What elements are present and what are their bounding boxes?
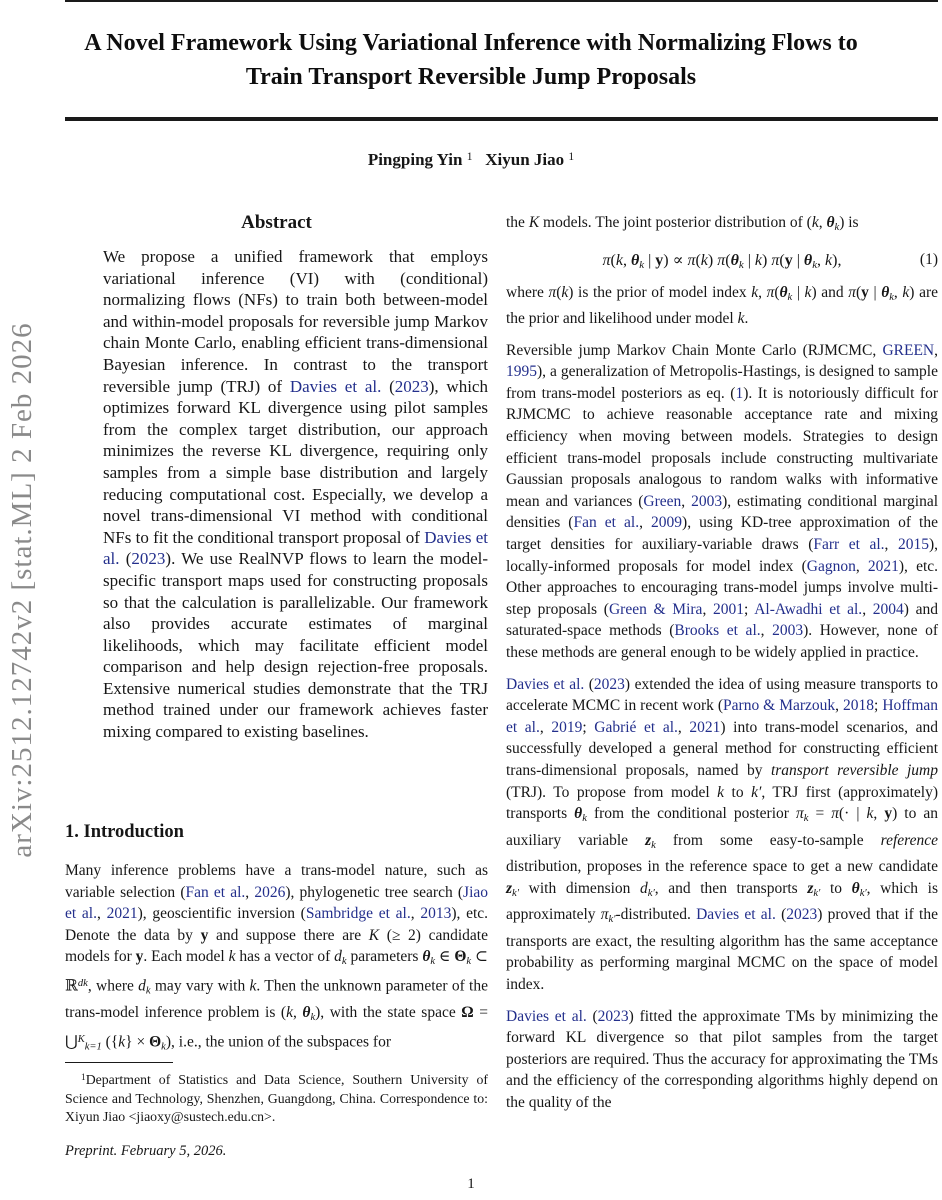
- paper-title: [36, 26, 906, 94]
- citation-link[interactable]: Brooks et al.: [674, 622, 761, 640]
- equation-body: π(k, θk | y) ∝ π(k) π(θk | k) π(y | θk, k),: [602, 251, 842, 271]
- section-heading-introduction: 1. Introduction: [65, 822, 184, 842]
- citation-link[interactable]: 2015: [897, 536, 929, 554]
- citation-link[interactable]: 2021: [689, 718, 721, 736]
- footnote-rule: [65, 1062, 173, 1063]
- equation-1: [506, 250, 938, 271]
- citation-link[interactable]: Davies et al.: [506, 1007, 587, 1025]
- abstract-text: We propose a unified framework that employs variational inference (VI) with (conditional) normalizing flows (NFs) to train both between-model and within-model proposals for reversible jump Markov chain Monte Carlo, enabling efficient trans-dimensional Bayesian inference. In contrast to the transport reversible jump (TRJ) of Davies et al. (2023), which optimizes forward KL divergence using pilot samples from the complex target distribution, our approach minimizes the reverse KL divergence, requiring only samples from a simple base distribution and largely reducing computational cost. Especially, we develop a novel trans-dimensional VI method with conditional NFs to fit the conditional transport proposal of Davies et al. (2023). We use RealNVP flows to learn the model-specific transport maps used for constructing proposals so that the calculation is parallelizable. Our framework also provides accurate estimates of marginal likelihoods, which may facilitate efficient model comparison and help design rejection-free proposals. Extensive numerical studies demonstrate that the TRJ method trained under our framework achieves faster mixing compared to existing baselines.: [103, 247, 488, 742]
- equation-number: (1): [919, 250, 938, 268]
- citation-link[interactable]: Davies et al.: [103, 527, 488, 569]
- citation-link[interactable]: 2003: [772, 622, 804, 640]
- preprint-note: Preprint. February 5, 2026.: [65, 1143, 227, 1159]
- page-number: 1: [467, 1176, 475, 1192]
- citation-link[interactable]: 1: [735, 384, 744, 402]
- citation-link[interactable]: Jiao et al.: [65, 883, 488, 923]
- citation-link[interactable]: 2023: [786, 906, 818, 924]
- right-column: [506, 212, 938, 1124]
- citation-link[interactable]: GREEN: [882, 341, 935, 359]
- body-paragraph: the K models. The joint posterior distribution of (k, θk) is: [506, 214, 859, 233]
- citation-link[interactable]: 2004: [872, 600, 904, 618]
- citation-link[interactable]: Gabrié et al.: [594, 718, 678, 736]
- footnote: [65, 1062, 488, 1126]
- body-paragraph: where π(k) is the prior of model index k, π(θk | k) and π(y | θk, k) are the prior and likelihood under model k.: [506, 283, 938, 328]
- body-paragraph: Reversible jump Markov Chain Monte Carlo (RJMCMC, GREEN, 1995), a generalization of Metropolis-Hastings, is designed to sample from trans-model posteriors as eq. (1). It is notoriously difficult for RJMCMC to achieve reasonable acceptance rate and mixing efficiency when moving between models. Strategies to design efficient trans-model proposals include constructing multivariate Gaussian proposals analogous to random walks with informative mean and variances (Green, 2003), estimating conditional marginal densities (Fan et al., 2009), using KD-tree approximation of the target densities for auxiliary-variable draws (Farr et al., 2015), locally-informed proposals for model index (Gagnon, 2021), etc. Other approaches to encouraging trans-model jumps involve multi-step proposals (Green & Mira, 2001; Al-Awadhi et al., 2004) and saturated-space methods (Brooks et al., 2003). However, none of these methods are general enough to be widely applied in practice.: [506, 341, 939, 661]
- citation-link[interactable]: Davies et al.: [506, 675, 585, 693]
- paper-title-line1: A Novel Framework Using Variational Inference with Normalizing Flows to: [84, 30, 858, 56]
- citation-link[interactable]: Farr et al.: [813, 536, 885, 554]
- citation-link[interactable]: Davies et al.: [696, 906, 776, 924]
- citation-link[interactable]: 2023: [593, 675, 625, 693]
- citation-link[interactable]: 2003: [691, 492, 723, 510]
- authors-line: Pingping Yin $^1$ Xiyun Jiao $^1$: [367, 150, 575, 170]
- citation-link[interactable]: Gagnon: [806, 557, 856, 575]
- citation-link[interactable]: Fan et al.: [573, 514, 640, 532]
- paper-title-line2: Train Transport Reversible Jump Proposals: [245, 64, 697, 90]
- arxiv-watermark: arXiv:2512.12742v2 [stat.ML] 2 Feb 2026: [6, 322, 38, 858]
- citation-link[interactable]: Fan et al.: [185, 883, 246, 901]
- left-column: [65, 212, 489, 1053]
- citation-link[interactable]: Green: [643, 492, 682, 510]
- citation-link[interactable]: Parno & Marzouk: [723, 697, 836, 715]
- citation-link[interactable]: 2023: [131, 549, 166, 569]
- citation-link[interactable]: 1995: [506, 363, 537, 381]
- citation-link[interactable]: 2009: [651, 514, 683, 532]
- citation-link[interactable]: Hoffman et al.: [506, 697, 939, 736]
- citation-link[interactable]: Sambridge et al.: [305, 905, 411, 923]
- abstract-heading: Abstract: [241, 212, 312, 233]
- citation-link[interactable]: 2021: [867, 557, 899, 575]
- title-rule: [65, 117, 938, 121]
- citation-link[interactable]: Al-Awadhi et al.: [754, 600, 863, 618]
- citation-link[interactable]: Davies et al.: [289, 376, 382, 396]
- body-paragraph: Davies et al. (2023) extended the idea of using measure transports to accelerate MCMC in recent work (Parno & Marzouk, 2018; Hoffman et al., 2019; Gabrié et al., 2021) into trans-model scenarios, and successfully developed a general method for constructing efficient trans-dimensional proposals, named by transport reversible jump (TRJ). To propose from model k to k′, TRJ first (approximately) transports θk from the conditional posterior πk = π(· | k, y) to an auxiliary variable zk from some easy-to-sample reference distribution, proposes in the reference space to get a new candidate zk′ with dimension dk′, and then transports zk′ to θk′, which is approximately πk′-distributed. Davies et al. (2023) proved that if the transports are exact, the resulting algorithm has the same acceptance probability as performing marginal MCMC on the space of model index.: [506, 675, 939, 994]
- citation-link[interactable]: 2013: [420, 905, 452, 923]
- citation-link[interactable]: 2023: [597, 1007, 629, 1025]
- footnote-text: $^1$Department of Statistics and Data Science, Southern University of Science and Technology, Shenzhen, Guangdong, China. Correspondence to: Xiyun Jiao <jiaoxy@sustech.edu.cn>.: [65, 1072, 488, 1125]
- citation-link[interactable]: 2019: [551, 718, 583, 736]
- citation-link[interactable]: 2023: [394, 376, 429, 396]
- top-rule: [65, 0, 938, 2]
- citation-link[interactable]: 2021: [106, 905, 138, 923]
- citation-link[interactable]: 2026: [254, 883, 286, 901]
- citation-link[interactable]: Green & Mira: [608, 600, 703, 618]
- introduction-paragraph: Many inference problems have a trans-model nature, such as variable selection (Fan et al., 2026), phylogenetic tree search (Jiao et al., 2021), geoscientific inversion (Sambridge et al., 2013), etc. Denote the data by y and suppose there are K (≥ 2) candidate models for y. Each model k has a vector of dk parameters θk ∈ Θk ⊂ ℝ$^{dk}$, where dk may vary with k. Then the unknown parameter of the trans-model inference problem is (k, θk), with the state space Ω = ⋃$^K$k=1 ({k} × Θk), i.e., the union of the subspaces for: [65, 862, 489, 1053]
- citation-link[interactable]: 2018: [843, 697, 875, 715]
- citation-link[interactable]: 2001: [713, 600, 745, 618]
- body-paragraph: Davies et al. (2023) fitted the approximate TMs by minimizing the forward KL divergence so that pilot samples from the target posteriors are required. Thus the accuracy for approximating the TMs and the efficiency of the corresponding algorithms highly depend on the quality of the: [506, 1007, 938, 1112]
